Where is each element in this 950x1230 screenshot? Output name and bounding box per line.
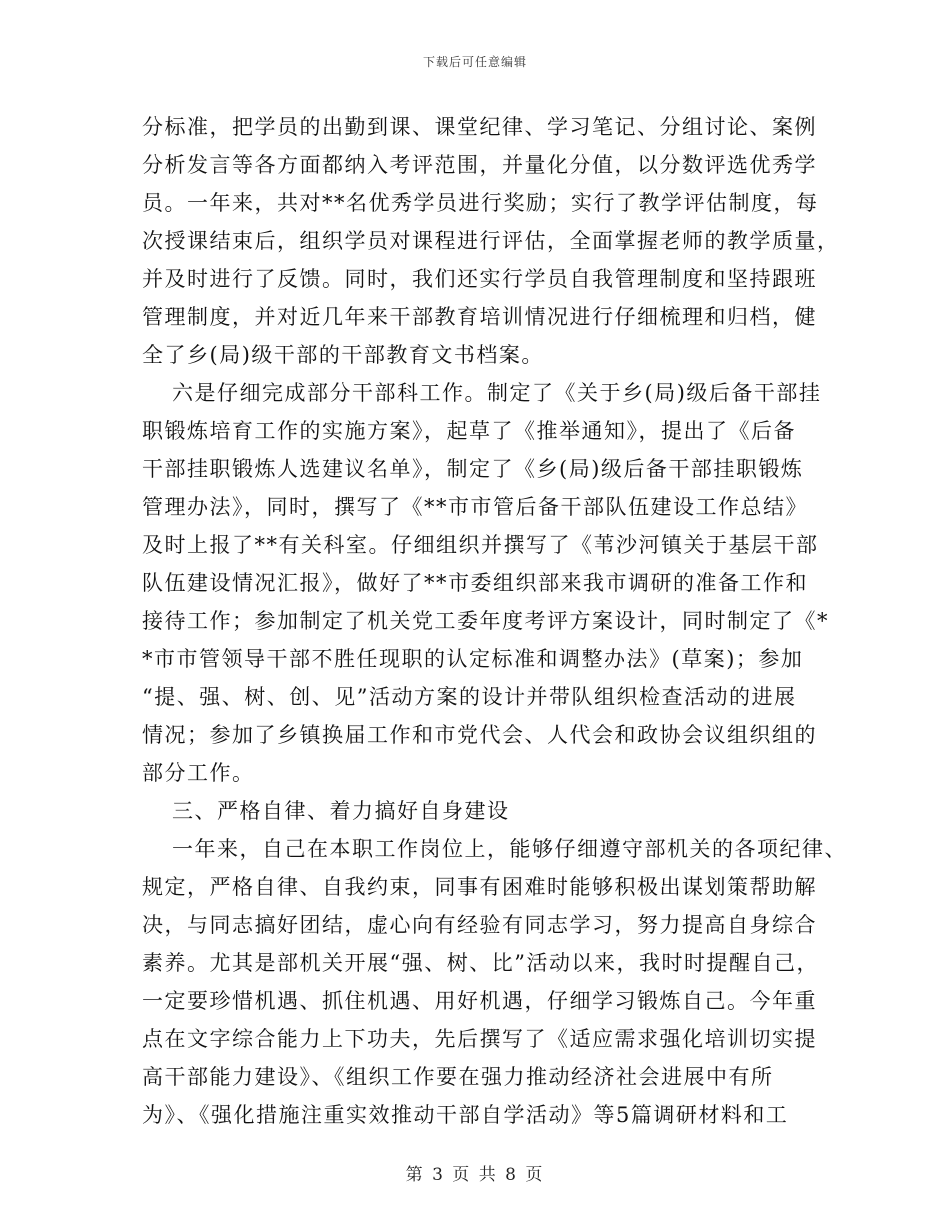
section-heading: 三、严格自律、着力搞好自身建设 [172,799,510,823]
text-line: 高干部能力建设》、《组织工作要在强力推动经济社会进展中有所 [142,1065,774,1089]
text-line: 规定，严格自律、自我约束，同事有困难时能够积极出谋划策帮助解 [142,875,817,899]
text-line: 次授课结束后，组织学员对课程进行评估，全面掌握老师的教学质量， [142,229,840,253]
text-line: 素养。尤其是部机关开展“强、树、比”活动以来，我时时提醒自己， [142,951,819,975]
text-line: 一定要珍惜机遇、抓住机遇、用好机遇，仔细学习锻炼自己。今年重 [142,989,817,1013]
text-line: 接待工作；参加制定了机关党工委年度考评方案设计，同时制定了《* [142,609,829,633]
text-line: 管理制度，并对近几年来干部教育培训情况进行仔细梳理和归档，健 [142,305,817,329]
document-body [142,108,847,1134]
text-line: 并及时进行了反馈。同时，我们还实行学员自我管理制度和坚持跟班 [142,267,817,291]
text-line: 队伍建设情况汇报》，做好了**市委组织部来我市调研的准备工作和 [142,571,808,595]
text-line: 决，与同志搞好团结，虚心向有经验有同志学习，努力提高自身综合 [142,913,817,937]
text-line: 干部挂职锻炼人选建议名单》，制定了《乡(局)级后备干部挂职锻炼 [142,457,804,481]
page-header: 下载后可任意编辑 [422,55,527,69]
text-line: 分析发言等各方面都纳入考评范围，并量化分值，以分数评选优秀学 [142,153,817,177]
text-line: 全了乡(局)级干部的干部教育文书档案。 [142,343,544,367]
text-line: 及时上报了**有关科室。仔细组织并撰写了《苇沙河镇关于基层干部 [142,533,819,557]
text-line: 部分工作。 [142,761,255,785]
text-line: 员。一年来，共对**名优秀学员进行奖励；实行了教学评估制度，每 [142,191,819,215]
paragraph-start-line: 六是仔细完成部分干部科工作。制定了《关于乡(局)级后备干部挂 [172,381,822,405]
text-line: “提、强、树、创、见”活动方案的设计并带队组织检查活动的进展 [142,685,797,709]
paragraph-start-line: 一年来，自己在本职工作岗位上，能够仔细遵守部机关的各项纪律、 [172,837,847,861]
text-line: 管理办法》，同时，撰写了《**市市管后备干部队伍建设工作总结》 [142,495,808,519]
text-line: 职锻炼培育工作的实施方案》，起草了《推举通知》，提出了《后备 [142,419,796,443]
text-line: 为》、《强化措施注重实效推动干部自学活动》等5篇调研材料和工 [142,1103,789,1127]
text-line: 分标准，把学员的出勤到课、课堂纪律、学习笔记、分组讨论、案例 [142,115,817,139]
text-line: 点在文字综合能力上下功夫，先后撰写了《适应需求强化培训切实提 [142,1027,817,1051]
text-line: *市市管领导干部不胜任现职的认定标准和调整办法》(草案)；参加 [142,647,804,671]
page-number: 第 3 页 共 8 页 [405,1165,545,1185]
text-line: 情况；参加了乡镇换届工作和市党代会、人代会和政协会议组织组的 [142,723,817,747]
